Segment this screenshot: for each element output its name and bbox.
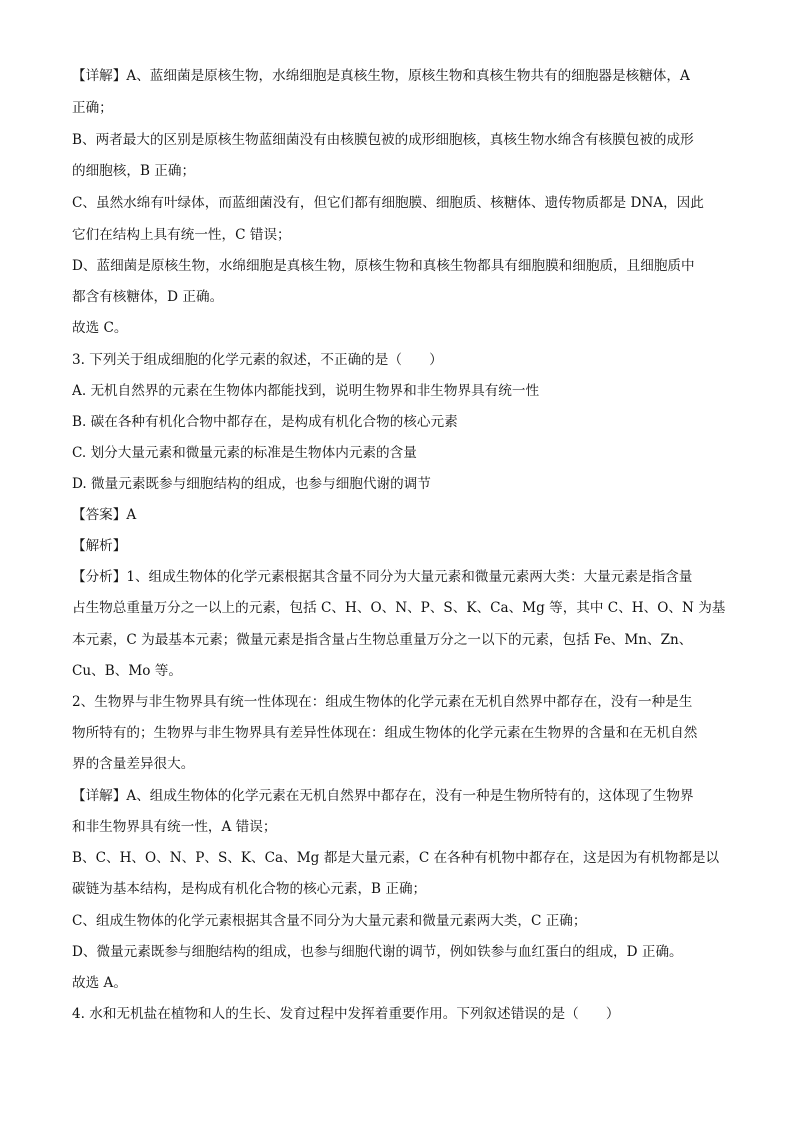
q3-detail-label: 【详解】 xyxy=(72,788,127,804)
q3-answer xyxy=(72,505,732,525)
q3-detail-c-line-1: C、组成生物体的化学元素根据其含量不同分为大量元素和微量元素两大类，C 正确； xyxy=(72,913,587,929)
q3-detail-d-line-1: D、微量元素既参与细胞结构的组成，也参与细胞代谢的调节，例如铁参与血红蛋白的组成，D 正确。 xyxy=(72,944,683,960)
q3-answer-label: 【答案】 xyxy=(72,507,127,523)
q2-option-b-line-2: 的细胞核，B 正确； xyxy=(72,163,196,179)
q3-option-b: B. 碳在各种有机化合物中都存在，是构成有机化合物的核心元素 xyxy=(72,414,458,430)
q3-fenxi-p1-text: 1、组成生物体的化学元素根据其含量不同分为大量元素和微量元素两大类：大量元素是指含量 xyxy=(126,569,693,585)
q3-detail-a-text: A、组成生物体的化学元素在无机自然界中都存在，没有一种是生物所特有的，这体现了生物界 xyxy=(126,788,694,804)
q3-analysis-label: 【解析】 xyxy=(72,538,127,554)
q2-detail-label: 【详解】 xyxy=(72,68,127,84)
q2-conclusion: 故选 C。 xyxy=(72,320,128,336)
q2-option-d-line-1: D、蓝细菌是原核生物，水绵细胞是真核生物，原核生物和真核生物都具有细胞膜和细胞质，且细胞质中 xyxy=(72,258,695,274)
q2-detail-line-1 xyxy=(72,66,732,86)
q3-fenxi-p2-line-2: 物所特有的；生物界与非生物界具有差异性体现在：组成生物体的化学元素在生物界的含量和在无机自然 xyxy=(72,725,698,741)
q3-detail-a-line-2: 和非生物界具有统一性，A 错误； xyxy=(72,819,277,835)
q3-detail-b-line-1: B、C、H、O、N、P、S、K、Ca、Mg 都是大量元素，C 在各种有机物中都存在，这是因为有机物都是以 xyxy=(72,850,720,866)
q2-option-c-line-2: 它们在结构上具有统一性，C 错误； xyxy=(72,227,291,243)
q3-fenxi-p1-line-4: Cu、B、Mo 等。 xyxy=(72,663,182,679)
q3-option-a: A. 无机自然界的元素在生物体内都能找到，说明生物界和非生物界具有统一性 xyxy=(72,383,540,399)
q3-conclusion: 故选 A。 xyxy=(72,975,127,991)
q3-fenxi-p2-line-3: 界的含量差异很大。 xyxy=(72,756,195,772)
q3-option-d: D. 微量元素既参与细胞结构的组成，也参与细胞代谢的调节 xyxy=(72,476,431,492)
q3-answer-value: A xyxy=(126,507,137,523)
q3-fenxi-p1-line-3: 本元素，C 为最基本元素；微量元素是指含量占生物总重量万分之一以下的元素，包括 Fe、Mn、Zn、 xyxy=(72,632,693,648)
q3-fenxi-label: 【分析】 xyxy=(72,569,127,585)
q2-detail-text: A、蓝细菌是原核生物，水绵细胞是真核生物，原核生物和真核生物共有的细胞器是核糖体，A xyxy=(126,68,690,84)
q3-detail-b-line-2: 碳链为基本结构，是构成有机化合物的核心元素，B 正确； xyxy=(72,881,427,897)
q2-option-b-line-1: B、两者最大的区别是原核生物蓝细菌没有由核膜包被的成形细胞核，真核生物水绵含有核膜包被的成形 xyxy=(72,132,694,148)
q3-detail-a-line-1 xyxy=(72,786,732,806)
q2-option-c-line-1: C、虽然水绵有叶绿体，而蓝细菌没有，但它们都有细胞膜、细胞质、核糖体、遗传物质都是 DNA，因此 xyxy=(72,195,704,211)
q3-fenxi-p1-line-1 xyxy=(72,567,732,587)
q2-option-d-line-2: 都含有核糖体，D 正确。 xyxy=(72,289,224,305)
q2-detail-line-2: 正确； xyxy=(72,100,113,116)
q3-fenxi-p1-line-2: 占生物总重量万分之一以上的元素，包括 C、H、O、N、P、S、K、Ca、Mg 等，其中 C、H、O、N 为基 xyxy=(72,600,726,616)
q3-option-c: C. 划分大量元素和微量元素的标准是生物体内元素的含量 xyxy=(72,445,417,461)
q3-fenxi-p2-line-1: 2、生物界与非生物界具有统一性体现在：组成生物体的化学元素在无机自然界中都存在，没有一种是生 xyxy=(72,694,693,710)
q3-stem: 3. 下列关于组成细胞的化学元素的叙述，不正确的是（ ） xyxy=(72,352,443,368)
q4-stem: 4. 水和无机盐在植物和人的生长、发育过程中发挥着重要作用。下列叙述错误的是（ ） xyxy=(72,1006,620,1022)
